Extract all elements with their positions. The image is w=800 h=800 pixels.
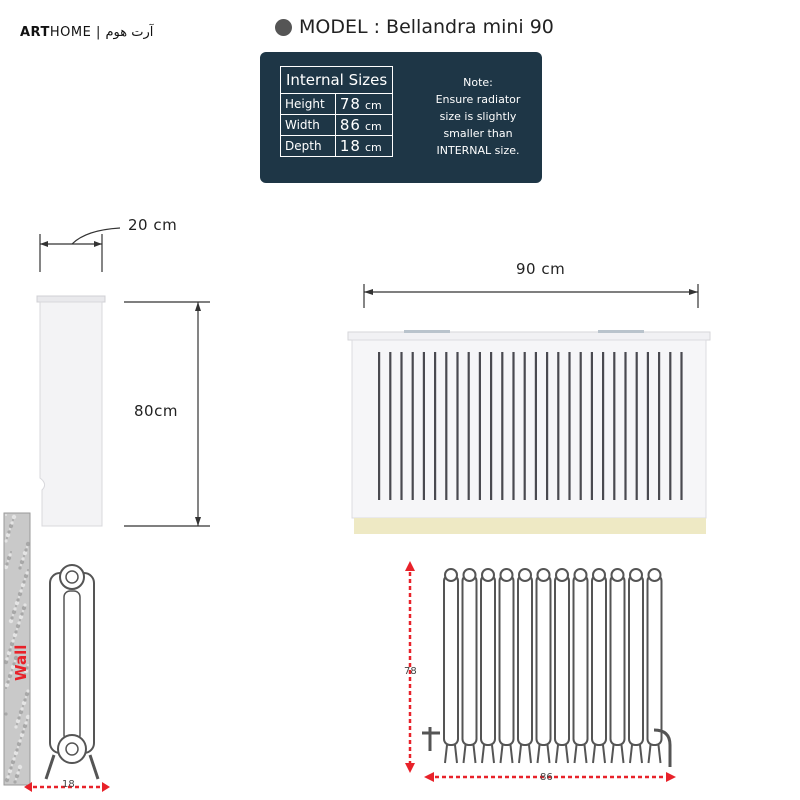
- note-text: [422, 74, 534, 159]
- slat: [456, 352, 458, 500]
- wall-speck: [23, 603, 26, 606]
- column-foot: [556, 745, 568, 763]
- wall-speck: [20, 612, 23, 615]
- table-row: [281, 136, 393, 157]
- radiator-width-label: 86: [540, 772, 553, 783]
- wall-speck: [9, 528, 11, 530]
- wall-speck: [26, 689, 29, 692]
- table-row: [281, 94, 393, 115]
- slat: [479, 352, 481, 500]
- slat: [636, 352, 638, 500]
- wall-speck: [18, 596, 20, 598]
- wall-speck: [15, 778, 17, 780]
- table-row: [281, 115, 393, 136]
- wall-speck: [25, 571, 28, 574]
- wall-speck: [25, 696, 27, 698]
- wall-speck: [16, 771, 19, 774]
- wall-speck: [6, 537, 8, 539]
- wall-speck: [24, 721, 27, 724]
- wall-speck: [10, 616, 13, 619]
- slat: [624, 352, 626, 500]
- radiator-column: [555, 575, 569, 745]
- brand-name-bold: ART: [20, 25, 50, 40]
- column-cap: [445, 569, 457, 581]
- wall-speck: [21, 557, 24, 560]
- radiator-column: [611, 575, 625, 745]
- wall-speck: [13, 637, 15, 639]
- wall-speck: [8, 773, 10, 775]
- wall-speck: [6, 680, 9, 683]
- column-foot: [612, 745, 624, 763]
- wall-speck: [8, 678, 10, 680]
- bullet-dot-icon: [275, 19, 292, 36]
- slat: [378, 352, 380, 500]
- wall-speck: [17, 746, 19, 748]
- wall-speck: [10, 551, 12, 553]
- internal-sizes-table: [280, 66, 393, 157]
- note-line: Note:: [463, 76, 493, 89]
- column-foot: [538, 745, 550, 763]
- slat: [546, 352, 548, 500]
- slat: [501, 352, 503, 500]
- slat: [412, 352, 414, 500]
- column-foot: [630, 745, 642, 763]
- slat: [389, 352, 391, 500]
- slat: [580, 352, 582, 500]
- radiator-column: [481, 575, 495, 745]
- wall-speck: [21, 587, 23, 589]
- wall-speck: [19, 714, 21, 716]
- radiator-column: [629, 575, 643, 745]
- wall-speck: [12, 614, 14, 616]
- wall-speck: [24, 548, 27, 551]
- wall-speck: [20, 707, 23, 710]
- wall-speck: [17, 716, 20, 719]
- size-value: 18: [339, 137, 361, 155]
- slat: [658, 352, 660, 500]
- slat: [445, 352, 447, 500]
- internal-sizes-panel: [260, 52, 542, 183]
- column-cap: [575, 569, 587, 581]
- column-cap: [501, 569, 513, 581]
- brand-separator: |: [95, 25, 101, 40]
- size-unit: cm: [364, 120, 382, 133]
- wall-speck: [11, 639, 14, 642]
- wall-speck: [20, 564, 22, 566]
- size-unit: cm: [364, 141, 382, 154]
- wall-speck: [27, 569, 29, 571]
- cover-side-view: [0, 200, 240, 540]
- column-cap: [519, 569, 531, 581]
- column-cap: [482, 569, 494, 581]
- wall-speck: [7, 655, 9, 657]
- wall-speck: [7, 530, 10, 533]
- wall-speck: [22, 580, 25, 583]
- wall-speck: [23, 728, 25, 730]
- brand-name-fa: آرت هوم: [105, 25, 154, 40]
- wall-speck: [16, 723, 18, 725]
- column-cap: [593, 569, 605, 581]
- brand-name-rest: HOME: [49, 25, 92, 40]
- wall-speck: [12, 757, 15, 760]
- wall-speck: [8, 553, 11, 556]
- column-foot: [464, 745, 476, 763]
- cover-height-label: 80cm: [134, 402, 178, 420]
- model-title: [275, 16, 554, 38]
- slat: [591, 352, 593, 500]
- column-foot: [519, 745, 531, 763]
- wall-speck: [5, 687, 7, 689]
- slat: [423, 352, 425, 500]
- radiator-depth-label: 18: [62, 779, 75, 790]
- model-title-text: MODEL : Bellandra mini 90: [299, 16, 554, 38]
- wall-speck: [6, 775, 9, 778]
- radiator-column: [463, 575, 477, 745]
- wall-speck: [16, 628, 18, 630]
- size-value: 86: [339, 116, 361, 134]
- slat: [490, 352, 492, 500]
- wall-speck: [12, 519, 14, 521]
- column-foot: [501, 745, 513, 763]
- radiator-columns: [444, 569, 662, 763]
- wall-speck: [23, 698, 26, 701]
- column-foot: [649, 745, 661, 763]
- cover-front-view: [340, 280, 720, 540]
- wall-speck: [23, 555, 25, 557]
- wall-speck: [18, 739, 21, 742]
- slat: [613, 352, 615, 500]
- radiator-column: [537, 575, 551, 745]
- cover-width-label: 90 cm: [516, 260, 566, 278]
- slat: [568, 352, 570, 500]
- radiator-column: [518, 575, 532, 745]
- wall-speck: [19, 589, 22, 592]
- wall-speck: [14, 630, 17, 633]
- brand-logo: [20, 25, 153, 40]
- note-line: INTERNAL size.: [436, 144, 520, 157]
- wall-speck: [17, 621, 20, 624]
- wall-speck: [18, 765, 22, 769]
- size-label: Height: [281, 94, 336, 115]
- cover-depth-label: 20 cm: [128, 216, 178, 234]
- wall-speck: [24, 578, 26, 580]
- column-cap: [630, 569, 642, 581]
- wall-speck: [13, 607, 16, 610]
- slat: [602, 352, 604, 500]
- slat: [535, 352, 537, 500]
- wall-label: Wall: [12, 644, 30, 681]
- wall-speck: [9, 766, 12, 769]
- radiator-column: [500, 575, 514, 745]
- radiator-column: [574, 575, 588, 745]
- slat: [434, 352, 436, 500]
- note-line: smaller than: [443, 127, 513, 140]
- wall-speck: [13, 780, 16, 783]
- column-foot: [593, 745, 605, 763]
- wall-speck: [5, 657, 8, 660]
- size-label: Depth: [281, 136, 336, 157]
- wall-speck: [5, 514, 7, 516]
- slat: [669, 352, 671, 500]
- internal-sizes-heading: Internal Sizes: [281, 67, 393, 94]
- wall-speck: [14, 725, 17, 728]
- column-cap: [649, 569, 661, 581]
- wall-speck: [15, 605, 17, 607]
- wall-speck: [11, 764, 13, 766]
- wall-speck: [16, 598, 19, 601]
- size-value: 78: [339, 95, 361, 113]
- slat: [524, 352, 526, 500]
- slat: [468, 352, 470, 500]
- size-unit: cm: [364, 99, 382, 112]
- wall-speck: [20, 737, 22, 739]
- column-foot: [575, 745, 587, 763]
- column-cap: [464, 569, 476, 581]
- wall-speck: [15, 748, 18, 751]
- wall-speck: [22, 610, 24, 612]
- wall-speck: [4, 539, 7, 542]
- wall-speck: [7, 560, 9, 562]
- wall-speck: [10, 521, 13, 524]
- radiator-side-view: [0, 505, 140, 800]
- wall-speck: [26, 546, 28, 548]
- radiator-front-view: [400, 555, 690, 795]
- slat: [512, 352, 514, 500]
- column-foot: [482, 745, 494, 763]
- note-line: Ensure radiator: [435, 93, 521, 106]
- wall-speck: [21, 730, 24, 733]
- slat: [647, 352, 649, 500]
- column-foot: [445, 745, 457, 763]
- wall-speck: [18, 769, 20, 771]
- note-line: size is slightly: [439, 110, 517, 123]
- radiator-height-label: 78: [404, 666, 417, 677]
- radiator-column: [592, 575, 606, 745]
- radiator-column: [444, 575, 458, 745]
- wall-speck: [19, 619, 21, 621]
- column-cap: [556, 569, 568, 581]
- wall-speck: [5, 562, 8, 565]
- column-cap: [612, 569, 624, 581]
- size-label: Width: [281, 115, 336, 136]
- wall-speck: [26, 719, 28, 721]
- slat: [557, 352, 559, 500]
- wall-speck: [14, 755, 16, 757]
- column-cap: [538, 569, 550, 581]
- wall-speck: [4, 712, 7, 715]
- radiator-column: [648, 575, 662, 745]
- slat: [400, 352, 402, 500]
- slat: [680, 352, 682, 500]
- wall-speck: [22, 705, 24, 707]
- wall-speck: [12, 515, 16, 519]
- wall-speck: [18, 566, 21, 569]
